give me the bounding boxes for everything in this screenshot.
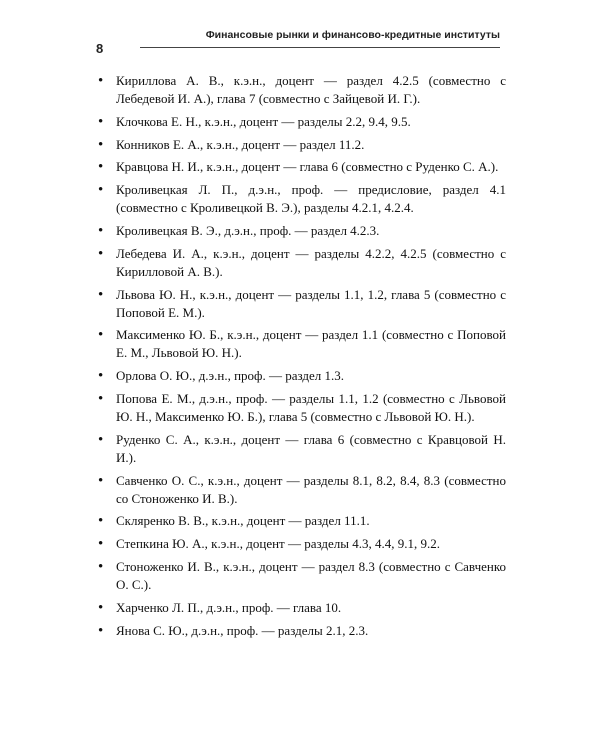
author-list [96,72,506,644]
list-item: • Кроливецкая В. Э., д.э.н., проф. — раздел 4.2.3. [96,222,506,240]
list-item: • Кроливецкая Л. П., д.э.н., проф. — предисловие, раздел 4.1 (совместно с Кроливецкой В. Э.), разделы 4.2.1, 4.2.4. [96,181,506,217]
list-item: • Савченко О. С., к.э.н., доцент — разделы 8.1, 8.2, 8.4, 8.3 (совместно со Стоноженко И. В.). [96,472,506,508]
list-item: • Конников Е. А., к.э.н., доцент — раздел 11.2. [96,136,506,154]
list-item: • Максименко Ю. Б., к.э.н., доцент — раздел 1.1 (совместно с Поповой Е. М., Львовой Ю. Н.). [96,326,506,362]
list-item: • Орлова О. Ю., д.э.н., проф. — раздел 1.3. [96,367,506,385]
page-number: 8 [96,41,104,56]
header-rule [140,47,500,48]
list-item: • Клочкова Е. Н., к.э.н., доцент — разделы 2.2, 9.4, 9.5. [96,113,506,131]
list-item: • Степкина Ю. А., к.э.н., доцент — разделы 4.3, 4.4, 9.1, 9.2. [96,535,506,553]
running-title: Финансовые рынки и финансово-кредитные институты [205,29,500,41]
list-item: • Скляренко В. В., к.э.н., доцент — раздел 11.1. [96,512,506,530]
list-item: • Харченко Л. П., д.э.н., проф. — глава 10. [96,599,506,617]
list-item: • Руденко С. А., к.э.н., доцент — глава 6 (совместно с Кравцовой Н. И.). [96,431,506,467]
list-item: • Янова С. Ю., д.э.н., проф. — разделы 2.1, 2.3. [96,622,506,640]
list-item: • Кравцова Н. И., к.э.н., доцент — глава 6 (совместно с Руденко С. А.). [96,158,506,176]
list-item: • Попова Е. М., д.э.н., проф. — разделы 1.1, 1.2 (совместно с Львовой Ю. Н., Максименко Ю. Б.), глава 5 (совместно с Львовой Ю. Н.). [96,390,506,426]
list-item: • Кириллова А. В., к.э.н., доцент — раздел 4.2.5 (совместно с Лебедевой И. А.), глава 7 (совместно с Зайцевой И. Г.). [96,72,506,108]
list-item: • Лебедева И. А., к.э.н., доцент — разделы 4.2.2, 4.2.5 (совместно с Кирилловой А. В.). [96,245,506,281]
list-item: • Стоноженко И. В., к.э.н., доцент — раздел 8.3 (совместно с Савченко О. С.). [96,558,506,594]
list-item: • Львова Ю. Н., к.э.н., доцент — разделы 1.1, 1.2, глава 5 (совместно с Поповой Е. М.). [96,286,506,322]
